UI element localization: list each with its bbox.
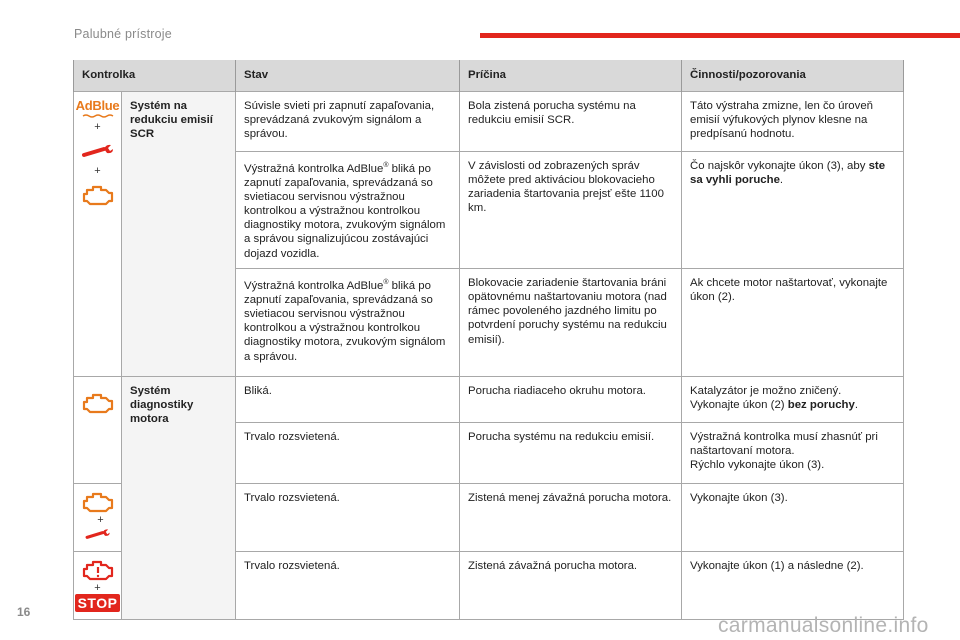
page-section-title: Palubné prístroje bbox=[74, 27, 172, 41]
engine-state-1: Bliká. bbox=[236, 376, 460, 422]
scr-state-1: Súvisle svieti pri zapnutí zapaľovania, sprevádzaná zvukovým signálom a správou. bbox=[236, 91, 460, 151]
engine-action-1: Katalyzátor je možno zničený. Vykonajte úkon (2) bez poruchy. bbox=[682, 376, 904, 422]
engine-state-3: Trvalo rozsvietená. bbox=[236, 483, 460, 551]
stop-icon: STOP bbox=[75, 594, 121, 612]
engine-cause-4: Zistená závažná porucha motora. bbox=[460, 551, 682, 619]
engine-cause-3: Zistená menej závažná porucha motora. bbox=[460, 483, 682, 551]
service-wrench-icon bbox=[80, 143, 116, 161]
scr-action-1: Táto výstraha zmizne, len čo úroveň emisií výfukových plynov klesne na predpísanú hodnotu. bbox=[682, 91, 904, 151]
plus-sign: + bbox=[94, 164, 101, 177]
table-row bbox=[74, 376, 904, 422]
scr-icons-cell bbox=[74, 91, 122, 376]
engine-system-name: Systém diagnostiky motora bbox=[122, 376, 236, 619]
engine-action-4: Vykonajte úkon (1) a následne (2). bbox=[682, 551, 904, 619]
engine-check-icon bbox=[80, 490, 116, 514]
scr-system-name: Systém na redukciu emisií SCR bbox=[122, 91, 236, 376]
page-number: 16 bbox=[17, 605, 31, 619]
engine-icon-cell-2 bbox=[74, 483, 122, 551]
column-header-cinnosti: Činnosti/pozorovania bbox=[682, 60, 904, 91]
watermark: carmanualsonline.info bbox=[718, 614, 929, 637]
column-header-stav: Stav bbox=[236, 60, 460, 91]
warning-lights-table bbox=[73, 60, 904, 620]
table-header-row bbox=[74, 60, 904, 91]
service-wrench-icon bbox=[80, 528, 116, 542]
engine-cause-2: Porucha systému na redukciu emisií. bbox=[460, 422, 682, 483]
engine-state-2: Trvalo rozsvietená. bbox=[236, 422, 460, 483]
engine-check-icon bbox=[80, 183, 116, 207]
header-accent-bar bbox=[480, 33, 960, 38]
column-header-kontrolka: Kontrolka bbox=[74, 60, 236, 91]
scr-cause-3: Blokovacie zariadenie štartovania bráni opätovnému naštartovaniu motora (nad rámec povoleného jazdného limitu po potvrdení poruchy systému na redukciu emisií). bbox=[460, 268, 682, 376]
scr-state-2: Výstražná kontrolka AdBlue® bliká po zapnutí zapaľovania, sprevádzaná so svietiacou servisnou výstražnou kontrolkou a výstražnou kontrolkou diagnostiky motora, zvukovým signálom a správou signalizujúcou zostávajúci dojazd vozidla. bbox=[236, 151, 460, 268]
column-header-pricina: Príčina bbox=[460, 60, 682, 91]
engine-action-2: Výstražná kontrolka musí zhasnúť pri naštartovaní motora. Rýchlo vykonajte úkon (3). bbox=[682, 422, 904, 483]
engine-fault-icon bbox=[80, 558, 116, 582]
engine-action-3: Vykonajte úkon (3). bbox=[682, 483, 904, 551]
plus-sign: + bbox=[94, 120, 101, 133]
scr-cause-1: Bola zistená porucha systému na redukciu emisií SCR. bbox=[460, 91, 682, 151]
plus-sign: + bbox=[94, 581, 101, 594]
scr-state-3: Výstražná kontrolka AdBlue® bliká po zapnutí zapaľovania, sprevádzaná so svietiacou servisnou výstražnou kontrolkou a výstražnou kontrolkou diagnostiky motora, zvukovým signálom a správou. bbox=[236, 268, 460, 376]
table-row bbox=[74, 91, 904, 151]
scr-action-3: Ak chcete motor naštartovať, vykonajte úkon (2). bbox=[682, 268, 904, 376]
engine-state-4: Trvalo rozsvietená. bbox=[236, 551, 460, 619]
plus-sign: + bbox=[97, 513, 104, 526]
engine-cause-1: Porucha riadiaceho okruhu motora. bbox=[460, 376, 682, 422]
scr-action-2: Čo najskôr vykonajte úkon (3), aby ste sa vyhli poruche. bbox=[682, 151, 904, 268]
engine-icon-cell-3 bbox=[74, 551, 122, 619]
adblue-icon: AdBlue bbox=[75, 97, 120, 113]
adblue-drops-icon bbox=[81, 114, 115, 118]
engine-icon-cell-1 bbox=[74, 376, 122, 483]
scr-cause-2: V závislosti od zobrazených správ môžete pred aktiváciou blokovacieho zariadenia štartovania prejsť ešte 1100 km. bbox=[460, 151, 682, 268]
engine-check-icon bbox=[80, 391, 116, 415]
